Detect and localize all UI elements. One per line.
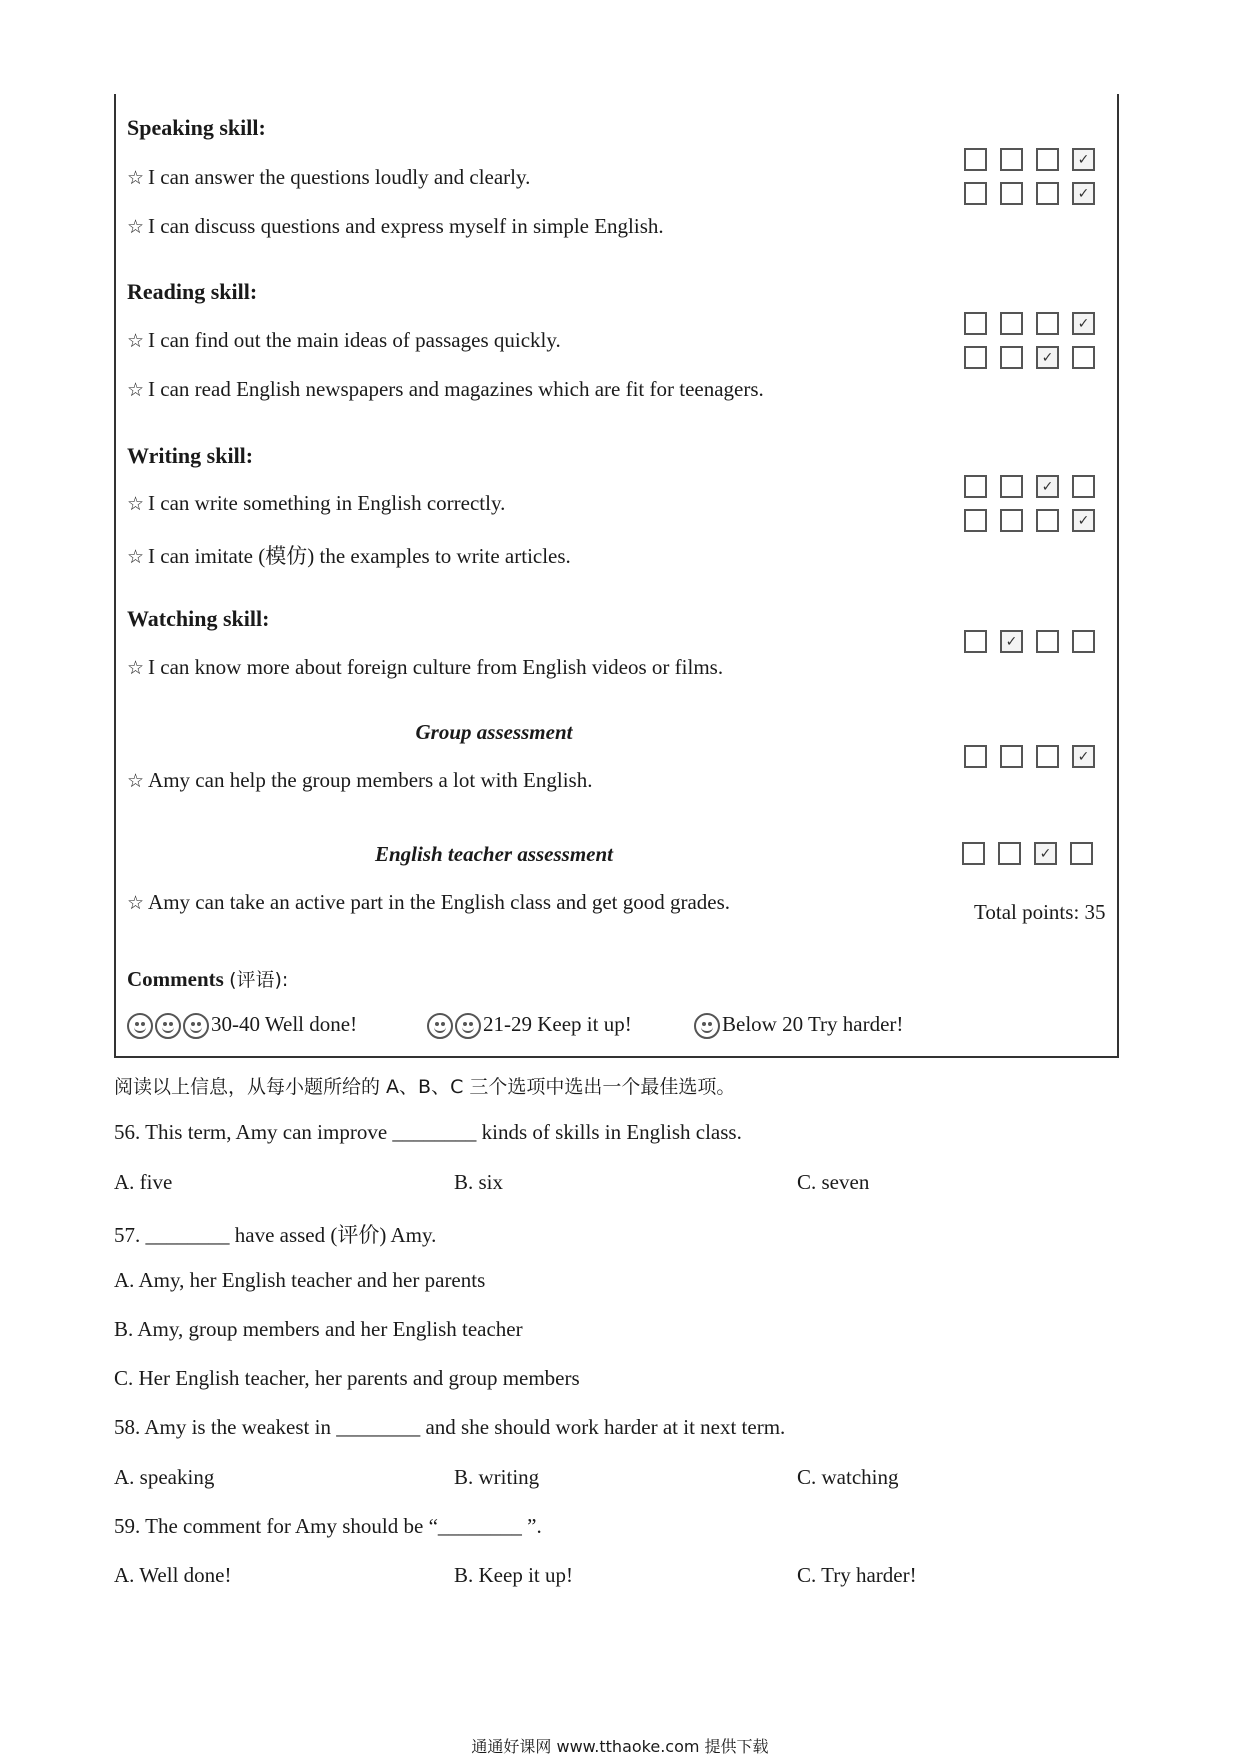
option-57-c: C. Her English teacher, her parents and group members [114,1366,580,1390]
checkbox-empty [998,842,1021,865]
check-icon: ✓ [1039,845,1052,862]
option-59-b: B. Keep it up! [454,1563,573,1587]
smiley-icon [183,1013,209,1039]
option-56-b: B. six [454,1170,504,1194]
question-57: 57. ________ have assed (评价) Amy. [114,1223,437,1247]
rating-checkboxes [964,346,1095,369]
option-59-c: C. Try harder! [797,1563,917,1587]
check-icon: ✓ [1077,748,1090,765]
checkbox-empty [1070,842,1093,865]
rating-checkboxes [962,842,1093,865]
statement-reading-2: ☆ I can read English newspapers and magazines which are fit for teenagers. [127,377,764,401]
teacher-assessment-title: English teacher assessment [374,842,614,866]
check-icon: ✓ [1005,633,1018,650]
star-icon: ☆ [127,216,145,238]
checkbox-empty [1000,312,1023,335]
star-icon: ☆ [127,770,145,792]
comments-label: Comments (评语): [127,967,289,991]
option-58-b: B. writing [454,1465,540,1489]
check-icon: ✓ [1077,512,1090,529]
option-56-a: A. five [114,1170,173,1194]
star-icon: ☆ [127,330,145,352]
check-icon: ✓ [1077,315,1090,332]
comment-item-3: Below 20 Try harder! [694,1012,903,1039]
checkbox-checked [1072,312,1095,335]
smiley-icons [127,1012,211,1036]
section-heading-reading: Reading skill: [127,279,258,304]
comment-item-1: 30-40 Well done! [127,1012,357,1039]
rating-checkboxes [964,630,1095,653]
option-59-a: A. Well done! [114,1563,232,1587]
checkbox-empty [964,630,987,653]
checkbox-empty [1000,182,1023,205]
checkbox-empty [1036,148,1059,171]
question-58: 58. Amy is the weakest in ________ and she should work harder at it next term. [114,1415,786,1439]
statement-group: ☆ Amy can help the group members a lot with English. [127,768,593,792]
check-icon: ✓ [1077,185,1090,202]
checkbox-checked [1072,509,1095,532]
question-56: 56. This term, Amy can improve ________ kinds of skills in English class. [114,1120,742,1144]
comment-item-2: 21-29 Keep it up! [427,1012,632,1039]
statement-reading-1: ☆ I can find out the main ideas of passages quickly. [127,328,561,352]
footer-source: 通通好课网 www.tthaoke.com 提供下载 [471,1737,769,1756]
checkbox-empty [1036,509,1059,532]
smiley-icon [455,1013,481,1039]
option-58-c: C. watching [797,1465,899,1489]
star-icon: ☆ [127,892,145,914]
star-icon: ☆ [127,546,145,568]
smiley-icon [694,1013,720,1039]
smiley-icons [694,1012,722,1036]
checkbox-empty [1000,346,1023,369]
statement-speaking-1: ☆ I can answer the questions loudly and clearly. [127,165,531,189]
checkbox-empty [1036,630,1059,653]
total-points: Total points: 35 [974,900,1106,924]
checkbox-empty [1072,475,1095,498]
smiley-icon [427,1013,453,1039]
section-heading-writing: Writing skill: [127,443,254,468]
checkbox-checked [1000,630,1023,653]
checkbox-empty [1000,475,1023,498]
checkbox-empty [1036,312,1059,335]
option-57-b: B. Amy, group members and her English teacher [114,1317,523,1341]
checkbox-checked [1072,148,1095,171]
statement-watching-1: ☆ I can know more about foreign culture from English videos or films. [127,655,724,679]
question-59: 59. The comment for Amy should be “________ ”. [114,1514,542,1538]
checkbox-empty [1036,182,1059,205]
section-heading-speaking: Speaking skill: [127,115,266,140]
checkbox-empty [962,842,985,865]
smiley-icon [127,1013,153,1039]
checkbox-checked [1036,475,1059,498]
checkbox-checked [1072,182,1095,205]
checkbox-empty [1036,745,1059,768]
check-icon: ✓ [1041,478,1054,495]
rating-checkboxes [964,182,1095,205]
rating-checkboxes [964,312,1095,335]
checkbox-checked [1034,842,1057,865]
checkbox-empty [1000,509,1023,532]
star-icon: ☆ [127,493,145,515]
checkbox-empty [964,312,987,335]
statement-writing-1: ☆ I can write something in English correctly. [127,491,506,515]
rating-checkboxes [964,475,1095,498]
option-57-a: A. Amy, her English teacher and her parents [114,1268,486,1292]
smiley-icons [427,1012,483,1036]
option-58-a: A. speaking [114,1465,215,1489]
checkbox-empty [1072,346,1095,369]
checkbox-empty [964,346,987,369]
checkbox-empty [1000,745,1023,768]
rating-checkboxes [964,148,1095,171]
check-icon: ✓ [1041,349,1054,366]
star-icon: ☆ [127,167,145,189]
group-assessment-title: Group assessment [415,720,573,744]
statement-writing-2: ☆ I can imitate (模仿) the examples to write articles. [127,544,571,568]
star-icon: ☆ [127,379,145,401]
statement-teacher: ☆ Amy can take an active part in the English class and get good grades. [127,890,731,914]
smiley-icon [155,1013,181,1039]
rating-checkboxes [964,745,1095,768]
checkbox-empty [964,148,987,171]
option-56-c: C. seven [797,1170,870,1194]
checkbox-empty [964,475,987,498]
checkbox-empty [964,509,987,532]
section-heading-watching: Watching skill: [127,606,270,631]
star-icon: ☆ [127,657,145,679]
statement-speaking-2: ☆ I can discuss questions and express myself in simple English. [127,214,664,238]
checkbox-empty [1072,630,1095,653]
checkbox-checked [1072,745,1095,768]
rating-checkboxes [964,509,1095,532]
instruction: 阅读以上信息，从每小题所给的 A、B、C 三个选项中选出一个最佳选项。 [114,1076,736,1098]
checkbox-empty [1000,148,1023,171]
checkbox-empty [964,745,987,768]
checkbox-checked [1036,346,1059,369]
checkbox-empty [964,182,987,205]
check-icon: ✓ [1077,151,1090,168]
